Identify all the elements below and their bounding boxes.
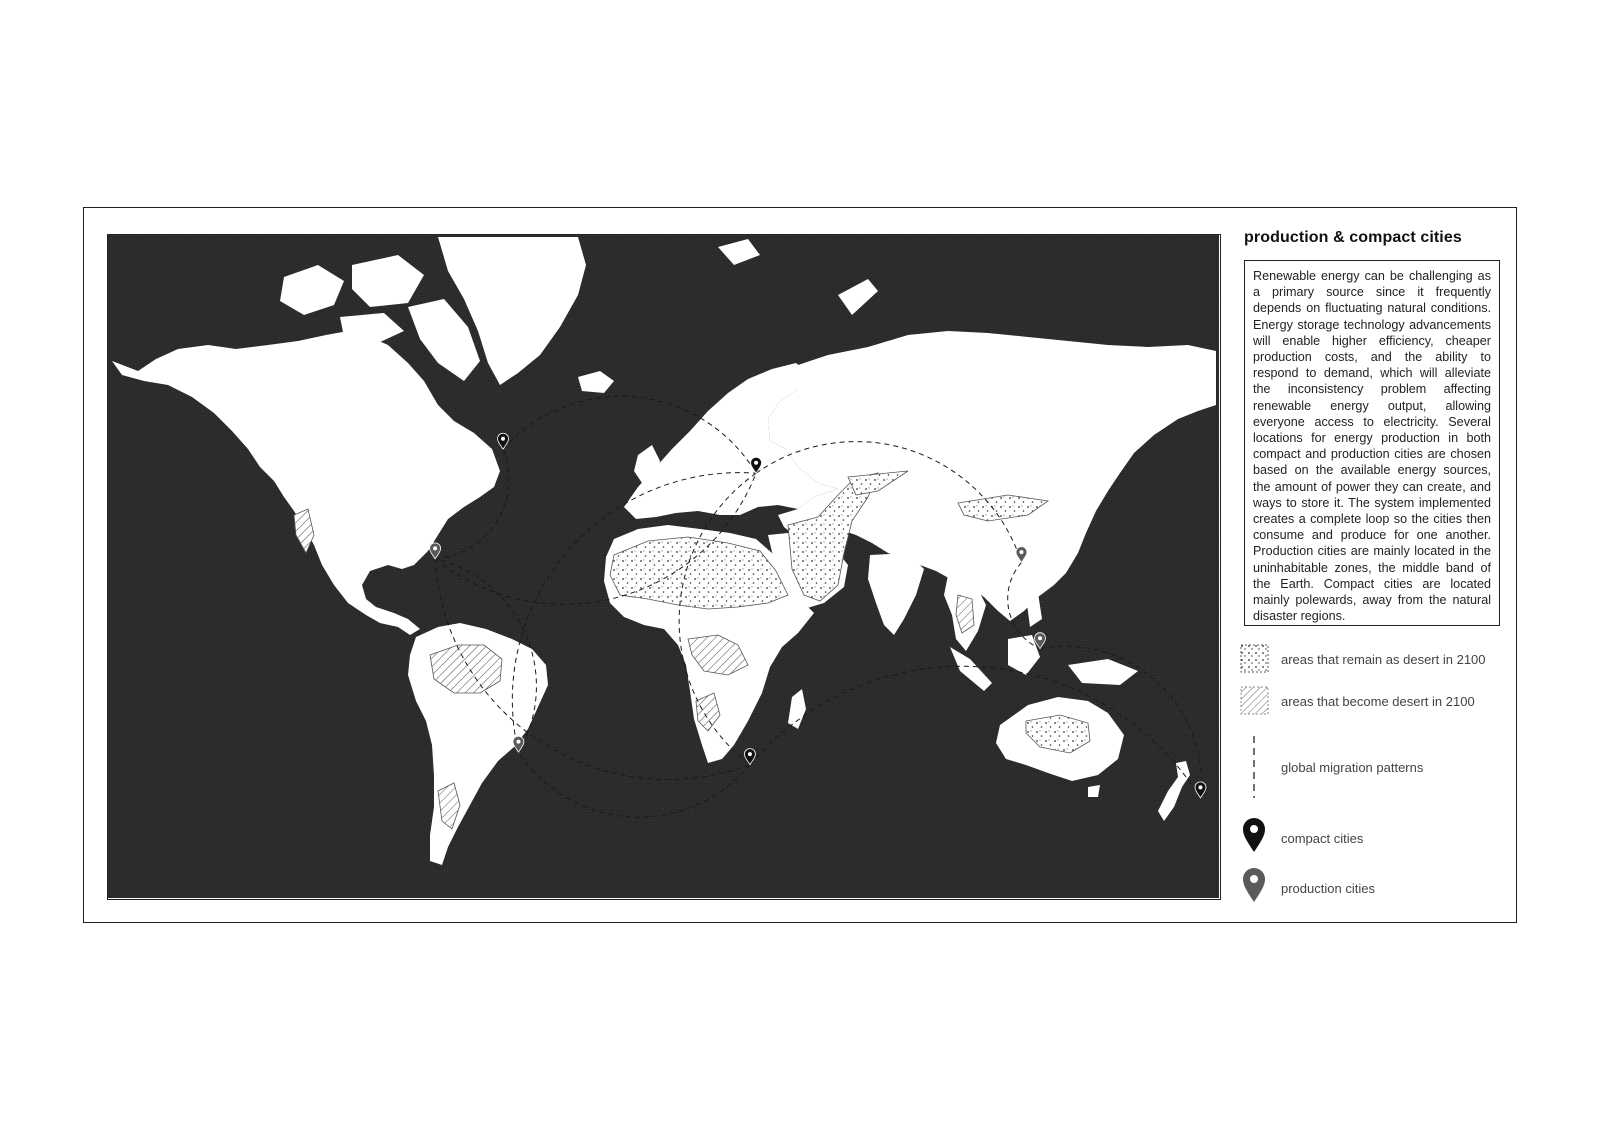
legend-migration	[1240, 734, 1540, 800]
legend-desert-remain-label: areas that remain as desert in 2100	[1281, 652, 1486, 667]
legend-desert-become-label: areas that become desert in 2100	[1281, 694, 1475, 709]
world-map-svg	[108, 235, 1219, 898]
legend-desert-become	[1240, 686, 1540, 726]
page-title: production & compact cities	[1244, 229, 1462, 246]
legend-production	[1240, 868, 1540, 908]
map-pin-icon	[1240, 818, 1270, 858]
legend-compact-label: compact cities	[1281, 831, 1364, 846]
world-map	[107, 234, 1221, 900]
legend-production-label: production cities	[1281, 881, 1375, 896]
tasmania	[1088, 785, 1100, 797]
legend-compact	[1240, 818, 1540, 858]
legend-desert-remain	[1240, 644, 1540, 684]
hatched-swatch-icon	[1240, 686, 1270, 726]
description-box: Renewable energy can be challenging as a primary source since it frequently depends on fluctuating natural conditions. Energy storage technology advancements will enable higher efficiency, cheaper production costs, and the ability to respond to demand, which will alleviate the inconsistency problem affecting renewable energy output, allowing everyone access to electricity. Several locations for energy production in both compact and production cities are chosen based on the available energy sources, the amount of power they can create, and ways to store it. The system implemented creates a complete loop so the cities then consume and produce for one another. Production cities are mainly located in the uninhabitable zones, the middle band of the Earth. Compact cities are located mainly polewards, away from the natural disaster regions.	[1244, 260, 1500, 626]
map-pin-icon	[1240, 868, 1270, 908]
dashed-line-icon	[1240, 734, 1270, 800]
legend-migration-label: global migration patterns	[1281, 760, 1424, 775]
dotted-swatch-icon	[1240, 644, 1270, 684]
